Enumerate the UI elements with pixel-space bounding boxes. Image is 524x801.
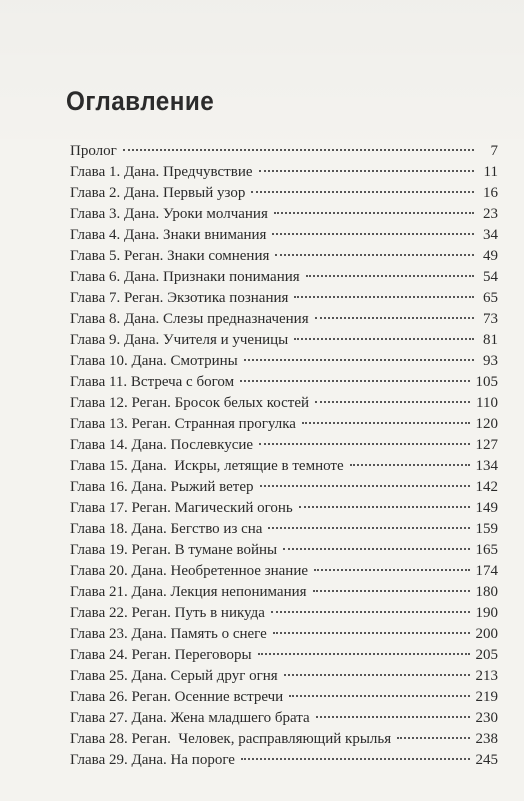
toc-entry bbox=[70, 624, 498, 645]
toc-entry-page-number: 190 bbox=[475, 605, 498, 621]
toc-entry bbox=[70, 498, 498, 519]
toc-entry bbox=[70, 435, 498, 456]
toc-entry-title: Глава 6. Дана. Признаки понимания bbox=[70, 269, 300, 285]
toc-entry-title: Пролог bbox=[70, 143, 117, 159]
toc-entry-page-number: 54 bbox=[483, 269, 498, 285]
toc-entry bbox=[70, 582, 498, 603]
toc-entry-page-number: 200 bbox=[475, 626, 498, 642]
dot-leader bbox=[268, 527, 469, 529]
toc-entry bbox=[70, 645, 498, 666]
toc-entry-page-number: 23 bbox=[483, 206, 498, 222]
toc-entry-page-number: 238 bbox=[475, 731, 498, 747]
toc-entry bbox=[70, 204, 498, 225]
dot-leader bbox=[313, 590, 470, 592]
toc-entry-page-number: 7 bbox=[490, 143, 498, 159]
dot-leader bbox=[314, 569, 469, 571]
dot-leader bbox=[260, 485, 470, 487]
toc-entry-page-number: 180 bbox=[475, 584, 498, 600]
toc-entry-page-number: 120 bbox=[475, 416, 498, 432]
toc-heading: Оглавление bbox=[66, 86, 215, 116]
toc-entry-title: Глава 16. Дана. Рыжий ветер bbox=[70, 479, 254, 495]
toc-entry-page-number: 73 bbox=[483, 311, 498, 327]
dot-leader bbox=[258, 653, 470, 655]
toc-entry bbox=[70, 687, 498, 708]
dot-leader bbox=[397, 737, 469, 739]
dot-leader bbox=[272, 233, 474, 235]
toc-entry bbox=[70, 561, 498, 582]
toc-entry-page-number: 245 bbox=[475, 752, 498, 768]
toc-entry bbox=[70, 246, 498, 267]
toc-entry-page-number: 142 bbox=[475, 479, 498, 495]
toc-entry bbox=[70, 141, 498, 162]
dot-leader bbox=[302, 422, 470, 424]
toc-entry-page-number: 34 bbox=[483, 227, 498, 243]
toc-entry bbox=[70, 162, 498, 183]
toc-entry-title: Глава 18. Дана. Бегство из сна bbox=[70, 521, 263, 537]
dot-leader bbox=[274, 212, 474, 214]
toc-entry-title: Глава 4. Дана. Знаки внимания bbox=[70, 227, 267, 243]
toc-entry-title: Глава 7. Реган. Экзотика познания bbox=[70, 290, 289, 306]
dot-leader bbox=[284, 674, 470, 676]
toc-entry-title: Глава 5. Реган. Знаки сомнения bbox=[70, 248, 270, 264]
dot-leader bbox=[241, 758, 470, 760]
toc-entry-title: Глава 25. Дана. Серый друг огня bbox=[70, 668, 278, 684]
dot-leader bbox=[251, 191, 474, 193]
toc-entry-title: Глава 22. Реган. Путь в никуда bbox=[70, 605, 265, 621]
toc-entry-title: Глава 28. Реган. Человек, расправляющий крылья bbox=[70, 731, 392, 747]
toc-entry bbox=[70, 372, 498, 393]
dot-leader bbox=[259, 170, 475, 172]
toc-entry-title: Глава 19. Реган. В тумане войны bbox=[70, 542, 278, 558]
toc-entry-page-number: 149 bbox=[475, 500, 498, 516]
toc-entry bbox=[70, 225, 498, 246]
dot-leader bbox=[315, 317, 474, 319]
dot-leader bbox=[315, 401, 470, 403]
toc-entry-title: Глава 15. Дана. Искры, летящие в темноте bbox=[70, 458, 344, 474]
dot-leader bbox=[275, 254, 474, 256]
toc-entry bbox=[70, 267, 498, 288]
toc-entry-page-number: 81 bbox=[483, 332, 498, 348]
toc-entry bbox=[70, 414, 498, 435]
dot-leader bbox=[306, 275, 474, 277]
toc-entry-page-number: 16 bbox=[483, 185, 498, 201]
toc-entry-page-number: 174 bbox=[475, 563, 498, 579]
dot-leader bbox=[289, 695, 469, 697]
toc-entry-title: Глава 11. Встреча с богом bbox=[70, 374, 235, 390]
toc-entry-title: Глава 13. Реган. Странная прогулка bbox=[70, 416, 296, 432]
toc-entry-title: Глава 10. Дана. Смотрины bbox=[70, 353, 238, 369]
dot-leader bbox=[294, 338, 474, 340]
toc-entry-title: Глава 24. Реган. Переговоры bbox=[70, 647, 252, 663]
toc-entry-page-number: 49 bbox=[483, 248, 498, 264]
toc-entry bbox=[70, 477, 498, 498]
toc-entry bbox=[70, 750, 498, 771]
toc-entry-page-number: 159 bbox=[475, 521, 498, 537]
toc-entry-title: Глава 27. Дана. Жена младшего брата bbox=[70, 710, 310, 726]
dot-leader bbox=[240, 380, 469, 382]
toc-entry-page-number: 93 bbox=[483, 353, 498, 369]
toc-entry-page-number: 134 bbox=[475, 458, 498, 474]
toc-entry bbox=[70, 519, 498, 540]
toc-entry-page-number: 127 bbox=[475, 437, 498, 453]
toc-entry bbox=[70, 708, 498, 729]
toc-list bbox=[70, 141, 498, 771]
toc-entry bbox=[70, 603, 498, 624]
toc-entry-title: Глава 20. Дана. Необретенное знание bbox=[70, 563, 309, 579]
toc-entry bbox=[70, 330, 498, 351]
toc-entry-title: Глава 3. Дана. Уроки молчания bbox=[70, 206, 268, 222]
toc-entry bbox=[70, 351, 498, 372]
toc-entry-title: Глава 1. Дана. Предчувствие bbox=[70, 164, 253, 180]
dot-leader bbox=[299, 506, 470, 508]
dot-leader bbox=[273, 632, 470, 634]
toc-entry bbox=[70, 288, 498, 309]
toc-entry bbox=[70, 540, 498, 561]
toc-entry-page-number: 11 bbox=[483, 164, 498, 180]
toc-entry-title: Глава 8. Дана. Слезы предназначения bbox=[70, 311, 309, 327]
toc-entry-page-number: 213 bbox=[475, 668, 498, 684]
toc-entry-page-number: 219 bbox=[475, 689, 498, 705]
dot-leader bbox=[259, 443, 469, 445]
dot-leader bbox=[271, 611, 470, 613]
dot-leader bbox=[283, 548, 469, 550]
toc-entry-title: Глава 23. Дана. Память о снеге bbox=[70, 626, 267, 642]
toc-entry-title: Глава 26. Реган. Осенние встречи bbox=[70, 689, 284, 705]
toc-entry-page-number: 230 bbox=[475, 710, 498, 726]
toc-entry bbox=[70, 309, 498, 330]
dot-leader bbox=[316, 716, 470, 718]
toc-entry bbox=[70, 393, 498, 414]
toc-entry bbox=[70, 729, 498, 750]
toc-entry-title: Глава 12. Реган. Бросок белых костей bbox=[70, 395, 310, 411]
toc-entry bbox=[70, 183, 498, 204]
toc-entry-title: Глава 29. Дана. На пороге bbox=[70, 752, 235, 768]
toc-entry-page-number: 165 bbox=[475, 542, 498, 558]
dot-leader bbox=[350, 464, 470, 466]
toc-entry-title: Глава 17. Реган. Магический огонь bbox=[70, 500, 293, 516]
toc-entry-page-number: 110 bbox=[476, 395, 498, 411]
toc-entry-page-number: 205 bbox=[475, 647, 498, 663]
toc-entry-title: Глава 9. Дана. Учителя и ученицы bbox=[70, 332, 289, 348]
toc-entry bbox=[70, 666, 498, 687]
toc-entry-title: Глава 2. Дана. Первый узор bbox=[70, 185, 246, 201]
toc-entry-page-number: 65 bbox=[483, 290, 498, 306]
toc-entry-title: Глава 14. Дана. Послевкусие bbox=[70, 437, 254, 453]
toc-entry-title: Глава 21. Дана. Лекция непонимания bbox=[70, 584, 307, 600]
toc-entry bbox=[70, 456, 498, 477]
dot-leader bbox=[294, 296, 474, 298]
dot-leader bbox=[244, 359, 474, 361]
dot-leader bbox=[123, 149, 474, 151]
toc-entry-page-number: 105 bbox=[475, 374, 498, 390]
